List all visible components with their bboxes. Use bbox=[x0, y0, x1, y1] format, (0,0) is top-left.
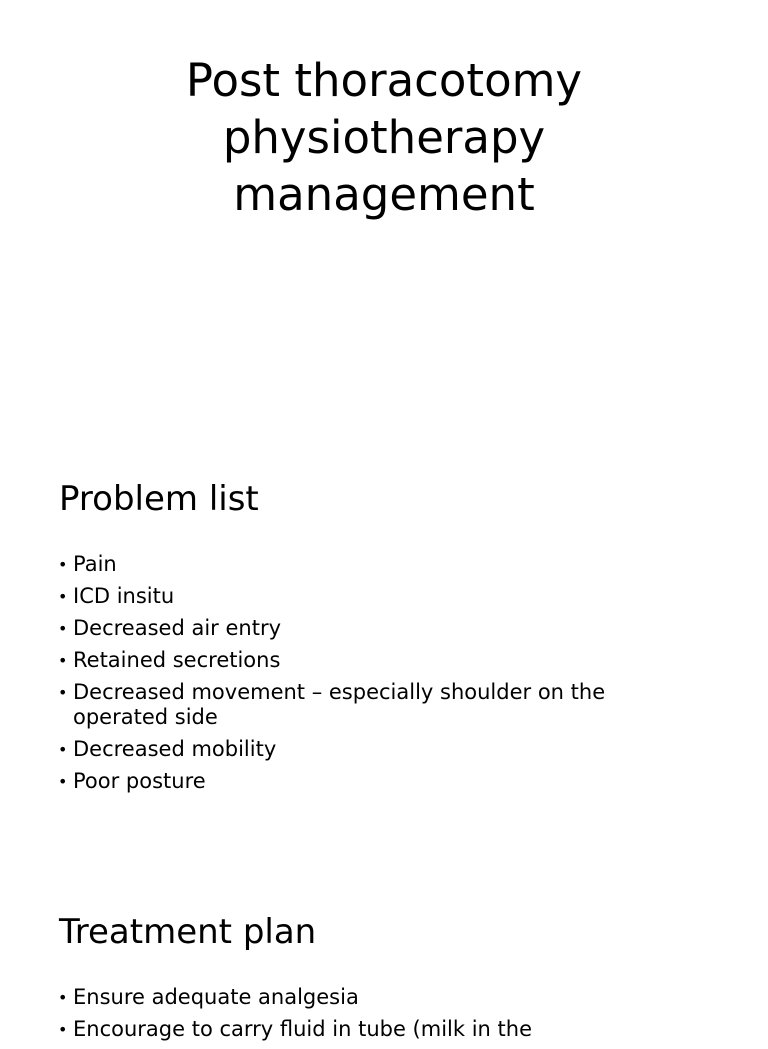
bullet-icon: • bbox=[58, 1020, 68, 1039]
problem-list-slide bbox=[0, 432, 768, 864]
bullet-icon: • bbox=[58, 740, 68, 759]
problem-list-heading: Problem list bbox=[59, 479, 259, 519]
list-item bbox=[58, 985, 698, 1010]
bullet-icon: • bbox=[58, 555, 68, 574]
title-line: management bbox=[233, 168, 535, 221]
list-item bbox=[58, 552, 698, 577]
list-item bbox=[58, 616, 698, 641]
treatment-plan-heading: Treatment plan bbox=[59, 912, 317, 952]
list-item bbox=[58, 1017, 698, 1042]
bullet-icon: • bbox=[58, 683, 68, 702]
list-item-text: ICD insitu bbox=[73, 584, 175, 608]
list-item bbox=[58, 648, 698, 673]
list-item bbox=[58, 737, 698, 762]
bullet-icon: • bbox=[58, 988, 68, 1007]
treatment-plan-slide bbox=[0, 864, 768, 1041]
presentation-title bbox=[0, 52, 768, 223]
title-slide bbox=[0, 0, 768, 432]
list-item-text: Decreased mobility bbox=[73, 737, 277, 761]
title-line: Post thoracotomy bbox=[185, 54, 583, 107]
bullet-icon: • bbox=[58, 772, 68, 791]
list-item bbox=[58, 769, 698, 794]
bullet-icon: • bbox=[58, 587, 68, 606]
list-item-text: Encourage to carry fluid in tube (milk in the bbox=[73, 1017, 532, 1041]
problem-list bbox=[58, 552, 698, 801]
treatment-list bbox=[58, 985, 698, 1049]
list-item bbox=[58, 680, 698, 730]
list-item-text: Ensure adequate analgesia bbox=[73, 985, 359, 1009]
list-item-text: Pain bbox=[73, 552, 117, 576]
list-item-text: Decreased movement – especially shoulder on the operated side bbox=[73, 680, 606, 729]
title-line: physiotherapy bbox=[222, 111, 546, 164]
list-item-text: Decreased air entry bbox=[73, 616, 282, 640]
bullet-icon: • bbox=[58, 619, 68, 638]
list-item-text: Retained secretions bbox=[73, 648, 281, 672]
list-item bbox=[58, 584, 698, 609]
bullet-icon: • bbox=[58, 651, 68, 670]
list-item-text: Poor posture bbox=[73, 769, 206, 793]
